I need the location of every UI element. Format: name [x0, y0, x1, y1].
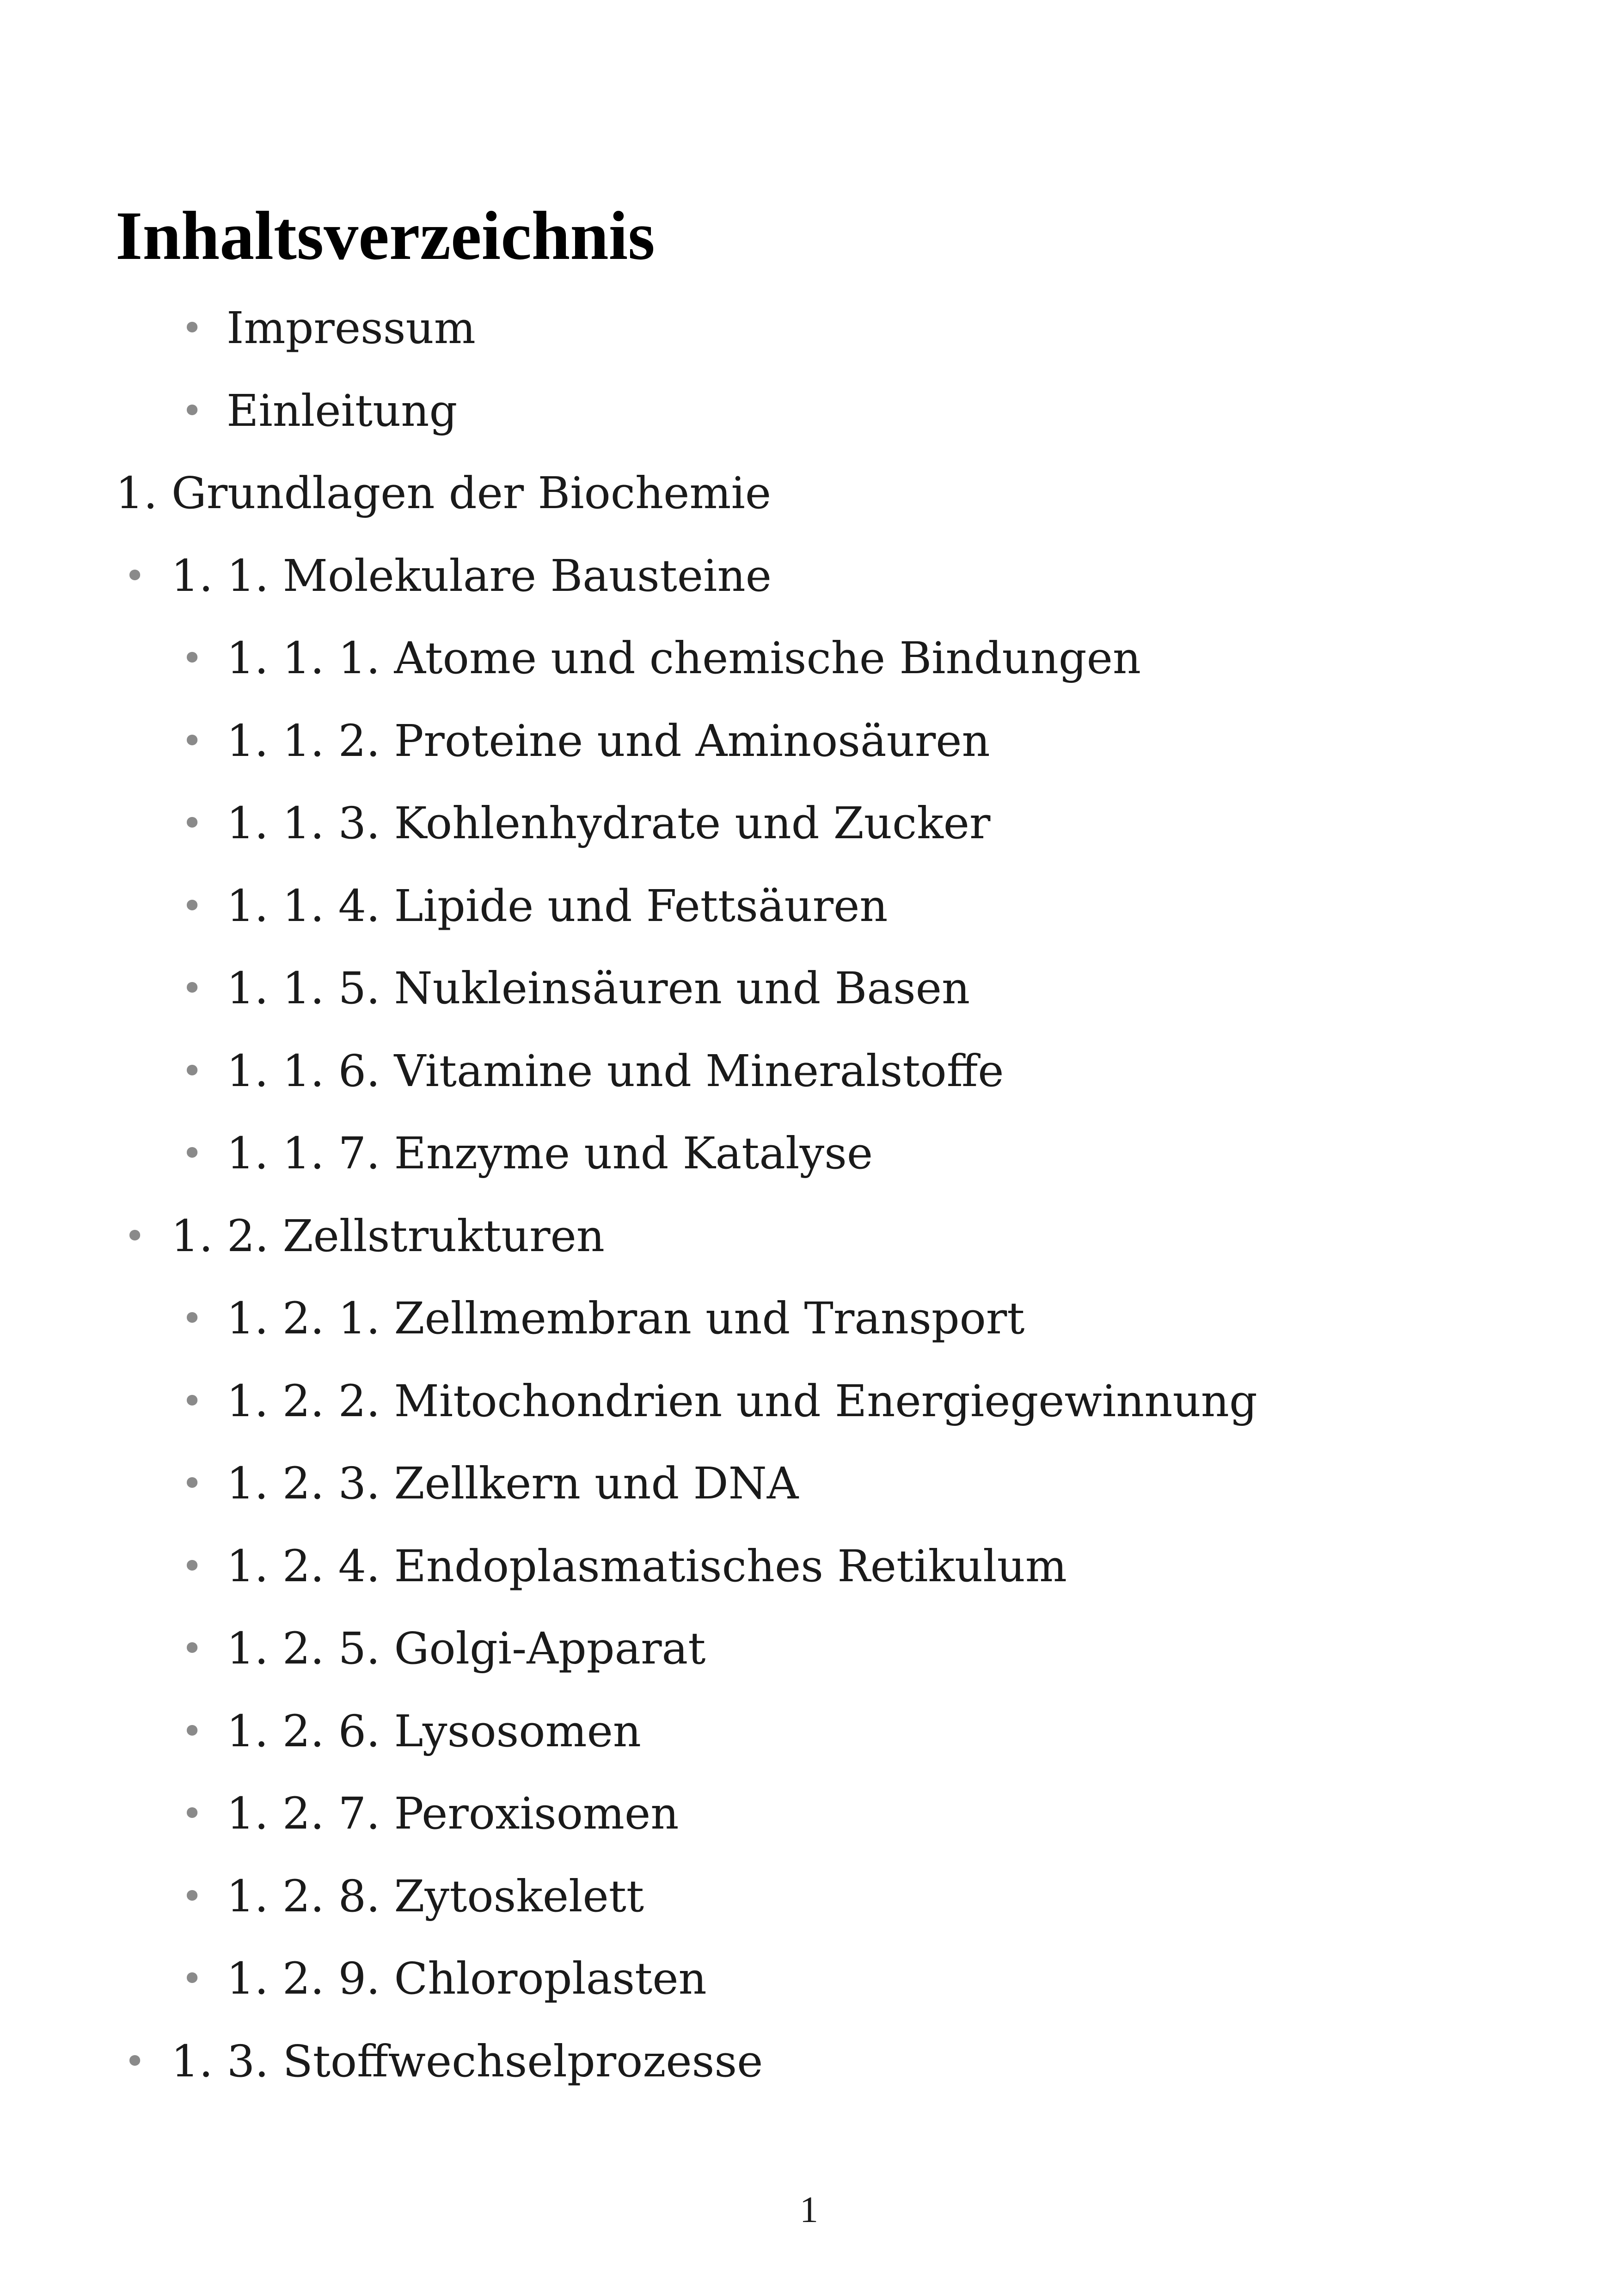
- toc-entry-label: 1. 2. 5. Golgi-Apparat: [227, 1623, 706, 1674]
- toc-entry[interactable]: [0, 1442, 1618, 1525]
- toc-entry-label: 1. 1. 2. Proteine und Aminosäuren: [227, 715, 990, 767]
- toc-entry-label: 1. 1. 4. Lipide und Fettsäuren: [227, 880, 888, 932]
- toc-entry-label: 1. 2. 3. Zellkern und DNA: [227, 1458, 799, 1509]
- toc-entry[interactable]: [0, 452, 1618, 535]
- bullet-icon: •: [124, 1214, 146, 1258]
- toc-entry-label: 1. 2. 8. Zytoskelett: [227, 1871, 644, 1922]
- bullet-icon: •: [181, 389, 203, 432]
- toc-entry[interactable]: [0, 865, 1618, 948]
- toc-entry[interactable]: [0, 1607, 1618, 1690]
- toc-entry[interactable]: [0, 369, 1618, 453]
- toc-entry[interactable]: [0, 1112, 1618, 1195]
- bullet-icon: •: [181, 1874, 203, 1918]
- bullet-icon: •: [181, 1544, 203, 1588]
- toc-entry-label: Einleitung: [227, 385, 458, 436]
- bullet-icon: •: [124, 554, 146, 597]
- bullet-icon: •: [181, 719, 203, 762]
- toc-entry[interactable]: [0, 1195, 1618, 1278]
- toc-entry[interactable]: [0, 534, 1618, 618]
- bullet-icon: •: [181, 1049, 203, 1093]
- bullet-icon: •: [181, 1792, 203, 1835]
- bullet-icon: •: [181, 884, 203, 927]
- bullet-icon: •: [181, 1957, 203, 2000]
- page-number: 1: [800, 2190, 818, 2230]
- toc-entry-label: 1. 2. 1. Zellmembran und Transport: [227, 1293, 1025, 1344]
- toc-entry[interactable]: [0, 1855, 1618, 1938]
- bullet-icon: •: [181, 1627, 203, 1670]
- toc-entry-label: 1. 2. 7. Peroxisomen: [227, 1788, 679, 1839]
- toc-entry[interactable]: [0, 1030, 1618, 1113]
- toc-entry-label: 1. 2. Zellstrukturen: [171, 1210, 605, 1262]
- toc-entry-label: 1. 1. 6. Vitamine und Mineralstoffe: [227, 1045, 1004, 1097]
- toc-entry-label: 1. 1. 5. Nukleinsäuren und Basen: [227, 963, 970, 1014]
- toc-entry-label: 1. 2. 6. Lysosomen: [227, 1706, 641, 1757]
- bullet-icon: •: [181, 1462, 203, 1505]
- bullet-icon: •: [181, 637, 203, 680]
- toc-entry-label: 1. 1. 3. Kohlenhydrate und Zucker: [227, 798, 991, 849]
- toc-entry[interactable]: [0, 947, 1618, 1030]
- toc-entry-label: 1. 2. 9. Chloroplasten: [227, 1953, 707, 2004]
- bullet-icon: •: [181, 1709, 203, 1753]
- toc-entry-label: 1. 3. Stoffwechselprozesse: [171, 2036, 763, 2087]
- toc-entry-label: 1. 1. 1. Atome und chemische Bindungen: [227, 633, 1141, 684]
- toc-entry[interactable]: [0, 287, 1618, 370]
- toc-entry[interactable]: [0, 1772, 1618, 1855]
- bullet-icon: •: [181, 1132, 203, 1175]
- toc-entry-label: Impressum: [227, 303, 476, 354]
- bullet-icon: •: [181, 1297, 203, 1340]
- bullet-icon: •: [124, 2039, 146, 2083]
- page-title: Inhaltsverzeichnis: [116, 197, 655, 274]
- toc-entry[interactable]: [0, 1277, 1618, 1360]
- toc-entry[interactable]: [0, 1690, 1618, 1773]
- toc-entry[interactable]: [0, 1525, 1618, 1608]
- bullet-icon: •: [181, 307, 203, 350]
- toc-entry[interactable]: [0, 782, 1618, 865]
- toc-entry-label: 1. Grundlagen der Biochemie: [116, 468, 772, 519]
- toc-entry[interactable]: [0, 1937, 1618, 2020]
- toc-entry[interactable]: [0, 2020, 1618, 2103]
- bullet-icon: •: [181, 967, 203, 1010]
- bullet-icon: •: [181, 802, 203, 845]
- bullet-icon: •: [181, 1379, 203, 1423]
- toc-entry-label: 1. 1. 7. Enzyme und Katalyse: [227, 1128, 873, 1179]
- toc-entry[interactable]: [0, 617, 1618, 700]
- toc-entry-label: 1. 2. 2. Mitochondrien und Energiegewinnung: [227, 1375, 1257, 1427]
- toc-entry-label: 1. 1. Molekulare Bausteine: [171, 550, 772, 602]
- toc-entry[interactable]: [0, 700, 1618, 783]
- toc-entry[interactable]: [0, 1360, 1618, 1443]
- toc-entry-label: 1. 2. 4. Endoplasmatisches Retikulum: [227, 1541, 1067, 1592]
